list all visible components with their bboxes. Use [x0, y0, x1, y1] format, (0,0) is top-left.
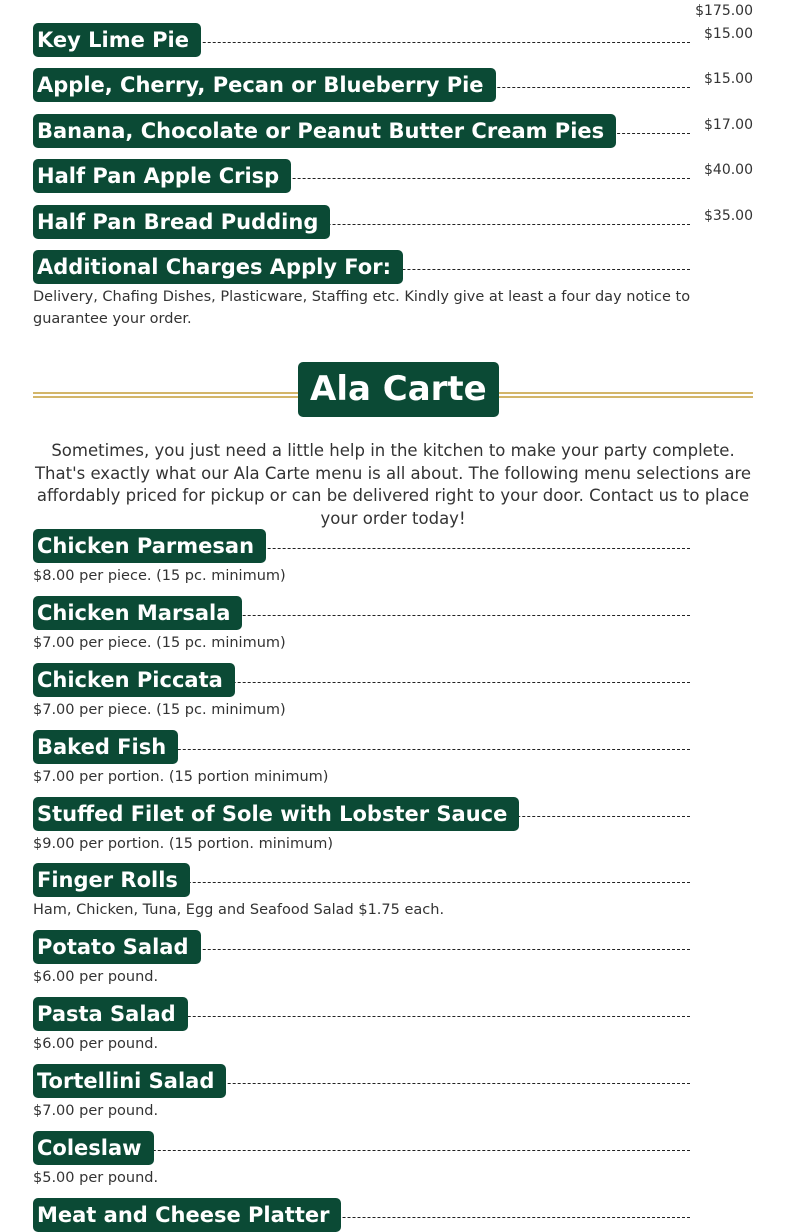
item-description: $6.00 per pound.	[33, 969, 159, 985]
menu-item	[33, 250, 753, 330]
menu-item	[33, 730, 753, 788]
item-price: $15.00	[704, 26, 753, 42]
item-description: $7.00 per piece. (15 pc. minimum)	[33, 635, 286, 651]
item-price: $40.00	[704, 162, 753, 178]
item-name: Tortellini Salad	[33, 1064, 226, 1098]
item-description: $7.00 per pound.	[33, 1103, 159, 1119]
item-name: Key Lime Pie	[33, 23, 201, 57]
item-name: Chicken Marsala	[33, 596, 242, 630]
menu-item	[33, 529, 753, 587]
item-description: $5.00 per pound.	[33, 1170, 159, 1186]
menu-item	[33, 596, 753, 654]
menu-item	[33, 205, 753, 239]
item-description: $6.00 per pound.	[33, 1036, 159, 1052]
item-name: Meat and Cheese Platter	[33, 1198, 341, 1232]
menu-item	[33, 1131, 753, 1189]
item-price: $17.00	[704, 117, 753, 133]
section-intro: Sometimes, you just need a little help in the kitchen to make your party complete. That's exactly what our Ala Carte menu is all about. The following menu selections are affordably priced for pickup or can be delivered right to your door. Contact us to place your order today!	[34, 441, 752, 528]
item-name: Coleslaw	[33, 1131, 154, 1165]
menu-item	[33, 159, 753, 193]
item-name: Banana, Chocolate or Peanut Butter Cream Pies	[33, 114, 616, 148]
item-description: $8.00 per piece. (15 pc. minimum)	[33, 568, 286, 584]
item-description: Ham, Chicken, Tuna, Egg and Seafood Salad $1.75 each.	[33, 902, 445, 918]
menu-item	[33, 23, 753, 57]
item-name: Baked Fish	[33, 730, 178, 764]
item-description: $7.00 per portion. (15 portion minimum)	[33, 769, 329, 785]
menu-item	[33, 1198, 753, 1232]
item-description: $7.00 per piece. (15 pc. minimum)	[33, 702, 286, 718]
section-header	[33, 362, 753, 417]
item-name: Stuffed Filet of Sole with Lobster Sauce	[33, 797, 519, 831]
menu-item	[33, 663, 753, 721]
item-price: $15.00	[704, 71, 753, 87]
item-description: $9.00 per portion. (15 portion. minimum)	[33, 836, 334, 852]
item-name: Half Pan Apple Crisp	[33, 159, 291, 193]
item-name: Potato Salad	[33, 930, 201, 964]
item-name: Chicken Piccata	[33, 663, 235, 697]
menu-item	[33, 68, 753, 102]
item-description: Delivery, Chafing Dishes, Plasticware, Staffing etc. Kindly give at least a four day notice to guarantee your order.	[33, 289, 691, 327]
menu-item	[33, 863, 753, 921]
item-name: Chicken Parmesan	[33, 529, 266, 563]
item-name: Pasta Salad	[33, 997, 188, 1031]
item-name: Half Pan Bread Pudding	[33, 205, 330, 239]
menu-item	[33, 1064, 753, 1122]
menu-item	[33, 930, 753, 988]
menu-item	[33, 114, 753, 148]
item-name: Additional Charges Apply For:	[33, 250, 403, 284]
section-title: Ala Carte	[298, 362, 499, 417]
menu-item	[33, 797, 753, 855]
item-name: Finger Rolls	[33, 863, 190, 897]
top-price: $175.00	[695, 3, 753, 19]
menu-item	[33, 997, 753, 1055]
item-price: $35.00	[704, 208, 753, 224]
item-name: Apple, Cherry, Pecan or Blueberry Pie	[33, 68, 496, 102]
